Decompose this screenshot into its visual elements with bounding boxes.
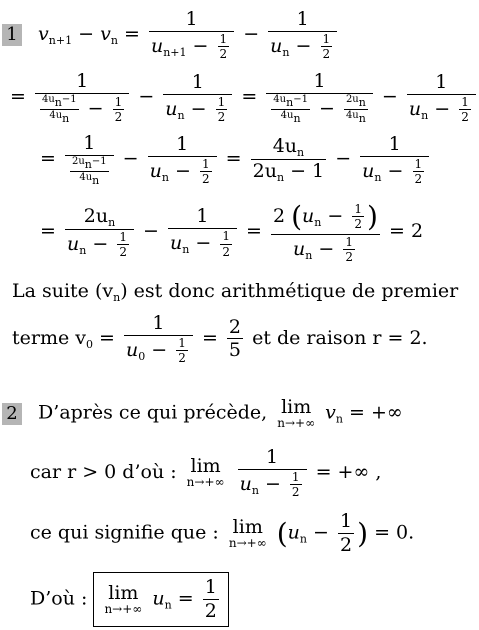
u-sub: n — [421, 108, 429, 122]
u-sub: n — [314, 215, 322, 229]
lim-word: lim — [232, 515, 263, 538]
fraction-numerator — [251, 135, 327, 160]
fraction-numerator: 2 — [228, 315, 242, 338]
lim-word: lim — [108, 581, 139, 604]
fraction-denominator: $u_n$ − $\frac{1}{2}$ — [239, 469, 300, 500]
half-den: 2 — [340, 533, 353, 556]
t: 4u — [49, 109, 63, 121]
nested-fraction — [40, 94, 79, 125]
eq-line-2 — [10, 70, 479, 125]
fraction-denominator: $u_n$ − $\frac{1}{2}$ — [292, 234, 353, 264]
v-symbol: v — [38, 22, 49, 45]
fraction-denominator: $u_{n+1}$ − $\frac{1}{2}$ — [150, 31, 228, 62]
nested-den — [70, 172, 109, 187]
half-num: 1 — [217, 94, 226, 109]
t-sub: n — [358, 111, 366, 125]
equals-sign: = — [40, 147, 56, 170]
fraction-numerator: 1 — [35, 70, 129, 94]
nested-den — [344, 110, 368, 125]
plus-infinity: = +∞ — [349, 401, 403, 424]
nested-num — [344, 94, 368, 110]
equals-zero: = 0. — [374, 521, 415, 544]
left-paren: ( — [276, 516, 288, 550]
t-tail: −1 — [91, 155, 107, 167]
fraction — [266, 70, 373, 125]
u-symbol: u — [362, 159, 375, 182]
plus-infinity: = +∞ , — [315, 460, 382, 483]
fraction-denominator — [251, 160, 327, 184]
fraction-numerator: 1 — [238, 446, 307, 470]
final-answer-box — [93, 572, 228, 627]
t: 4u — [345, 109, 359, 121]
fraction-numerator: 1 — [163, 71, 232, 95]
half-den: 2 — [219, 47, 228, 62]
u-sub: n+1 — [163, 45, 187, 59]
u-symbol: u — [408, 97, 422, 120]
half-den: 2 — [217, 109, 226, 124]
s2-line-2 — [30, 446, 381, 500]
fraction-denominator: $u_n$ − $\frac{1}{2}$ — [149, 156, 210, 186]
half-num: 1 — [414, 156, 423, 171]
u-sub: n — [164, 598, 172, 612]
u-sub: n — [182, 243, 190, 257]
fraction — [251, 135, 327, 184]
v-sub: n — [110, 33, 118, 47]
minus-sign: − — [243, 22, 260, 45]
fraction — [268, 8, 337, 62]
half-den: 2 — [291, 485, 300, 500]
fraction — [271, 200, 380, 264]
fraction-denominator: $u_n$ − $\frac{1}{2}$ — [408, 94, 469, 124]
fraction-numerator: 1 — [65, 132, 114, 156]
nested-num — [271, 94, 310, 110]
half-num: 1 — [114, 94, 123, 109]
limit-operator — [277, 398, 315, 429]
half-den: 2 — [345, 249, 353, 264]
lim-under: n→+∞ — [228, 535, 267, 550]
fraction-numerator: 1 — [149, 8, 234, 32]
t: 2u — [252, 160, 277, 183]
minus-sign: − — [143, 220, 159, 243]
fraction-numerator: 1 — [124, 312, 193, 336]
equals-sign: = — [123, 22, 140, 45]
half-num: 1 — [178, 335, 186, 350]
fraction-numerator: 1 — [266, 70, 373, 94]
fraction-numerator: 1 — [168, 205, 237, 229]
u-symbol: u — [292, 237, 306, 260]
half-num: 1 — [291, 469, 300, 484]
fraction-numerator: 1 — [407, 71, 476, 95]
nested-den — [40, 110, 79, 125]
half-num: 1 — [461, 94, 469, 109]
half-den: 2 — [178, 351, 186, 366]
u-sub: n — [282, 45, 290, 59]
equals-sign: = — [389, 220, 405, 243]
eq-line-4 — [40, 200, 423, 264]
u-sub: 0 — [138, 349, 146, 363]
fraction-denominator — [65, 156, 114, 187]
t: 4u — [272, 134, 298, 157]
half-den: 2 — [461, 109, 469, 124]
u-sub: n — [374, 170, 382, 184]
half-fraction — [321, 32, 333, 62]
equals-sign: = — [201, 326, 218, 349]
t-sub: n — [62, 111, 70, 125]
t-tail: −1 — [293, 93, 308, 105]
nested-fraction — [344, 94, 368, 125]
half-den: 2 — [322, 47, 331, 62]
fraction — [65, 205, 134, 260]
fraction — [148, 133, 217, 187]
half-fraction — [413, 157, 425, 187]
fraction — [124, 312, 193, 366]
terme-text: terme v — [12, 326, 86, 349]
minus-sign: − — [138, 85, 155, 108]
half-fraction — [352, 202, 364, 232]
half-den: 2 — [204, 599, 217, 622]
limit-operator — [104, 581, 143, 616]
half-den: 2 — [414, 171, 423, 186]
u-symbol: u — [126, 338, 139, 361]
s2-line-1 — [2, 398, 403, 429]
conclusion-line-b — [12, 312, 428, 366]
u-sub: n — [305, 248, 313, 262]
half-den: 2 — [114, 109, 123, 124]
fraction — [360, 133, 429, 187]
v-sub: 0 — [86, 337, 93, 351]
equals-sign: = — [225, 147, 242, 170]
half-fraction — [117, 230, 129, 260]
v-sub: n — [113, 291, 121, 304]
nested-num — [70, 156, 109, 172]
section-2-badge: 2 — [2, 403, 22, 425]
t-tail: − 1 — [284, 160, 325, 183]
minus-sign: − — [78, 22, 95, 45]
half-den: 2 — [354, 217, 363, 232]
t-sub: n — [358, 95, 366, 109]
half-den: 2 — [201, 171, 210, 186]
right-paren: ) — [357, 516, 369, 550]
half-fraction — [176, 336, 188, 366]
u-symbol: u — [169, 232, 183, 255]
fraction-numerator: 1 — [148, 133, 217, 157]
t-sub: n — [92, 173, 100, 187]
u-symbol: u — [66, 232, 80, 255]
half-num: 1 — [222, 229, 230, 244]
fraction-denominator: $u_n$ − $\frac{1}{2}$ — [66, 229, 127, 260]
lim-word: lim — [190, 455, 221, 478]
conclusion-text: La suite (v — [12, 280, 114, 302]
half-fraction — [290, 470, 302, 500]
v-symbol: v — [100, 22, 111, 45]
t: 2u — [83, 204, 109, 227]
fraction — [149, 8, 234, 62]
lim-word: lim — [281, 396, 312, 418]
lim-under: n→+∞ — [277, 416, 316, 430]
v-symbol: v — [325, 401, 336, 424]
t-tail: −1 — [61, 93, 77, 105]
fraction-denominator: $\frac{4u_n-1}{4u_n}$ − $\frac{1}{2}$ — [41, 93, 123, 125]
t-sub: n — [276, 171, 285, 185]
t: 4u — [280, 109, 294, 121]
fraction-denominator: $u_n$ − $\frac{1}{2}$ — [165, 94, 226, 124]
half-num: 1 — [219, 31, 228, 46]
half-fraction — [216, 95, 228, 125]
half-fraction — [343, 235, 355, 265]
nested-den — [271, 110, 310, 125]
half-num: 1 — [340, 510, 353, 532]
fraction — [65, 132, 114, 187]
s2-line-3: ce qui signifie que : lim n→+∞ ($u_n$ − $\frac{1}{2}$ ) = 0. — [30, 510, 415, 556]
conclusion-text: ) est donc arithmétique de premier — [120, 280, 459, 302]
s2-line-4 — [30, 572, 229, 627]
half-fraction — [203, 576, 219, 623]
fraction-denominator: $u_n$ − $\frac{1}{2}$ — [362, 156, 423, 186]
fraction-numerator: 1 — [360, 133, 429, 157]
lim-under: n→+∞ — [186, 475, 225, 490]
fraction-numerator: 2 ($u_n$ − $\frac{1}{2}$ ) — [272, 200, 378, 233]
u-sub: n — [177, 108, 185, 122]
half-den: 2 — [119, 245, 127, 260]
t-sub: n — [286, 95, 294, 109]
car-text: car r > 0 d’où : — [30, 460, 177, 483]
fraction — [163, 71, 232, 125]
intro-text: D’après ce qui précède, — [38, 401, 268, 424]
signifie-text: ce qui signifie que : — [30, 521, 219, 544]
fraction — [407, 71, 476, 125]
half-num: 1 — [322, 31, 331, 46]
t-sub: n — [108, 215, 116, 229]
t: 4u — [79, 171, 93, 183]
u-symbol: u — [270, 34, 283, 57]
u-symbol: u — [302, 204, 315, 227]
result-value: 2 — [410, 220, 424, 243]
fraction-denominator: $u_0$ − $\frac{1}{2}$ — [126, 335, 186, 366]
dou-text: D’où : — [30, 587, 88, 610]
equals-sign: = — [99, 326, 115, 349]
equals-sign: = — [241, 85, 258, 108]
right-paren: ) — [367, 200, 378, 233]
u-sub: n — [161, 170, 169, 184]
t-sub: n — [297, 145, 305, 159]
u-sub: n — [299, 532, 308, 546]
u-symbol: u — [149, 159, 162, 182]
t: 4u — [41, 93, 55, 105]
t: 2u — [71, 155, 85, 167]
u-symbol: u — [152, 587, 165, 610]
u-symbol: u — [239, 472, 252, 495]
u-symbol: u — [287, 521, 300, 544]
half-num: 1 — [201, 156, 210, 171]
eq-line-3 — [40, 132, 432, 187]
equals-sign: = — [246, 220, 262, 243]
equals-sign: = — [177, 587, 194, 610]
fraction — [238, 446, 307, 500]
fraction-denominator: $\frac{4u_n-1}{4u_n}$ − $\frac{2u_n}{4u_n}$ — [273, 93, 366, 125]
fraction-denominator: $u_n$ − $\frac{1}{2}$ — [169, 229, 230, 259]
half-fraction — [338, 510, 354, 557]
half-fraction — [459, 95, 471, 125]
nested-fraction — [70, 156, 109, 187]
conclusion-line-a — [12, 280, 458, 304]
nested-num — [40, 94, 79, 110]
t-sub: n — [84, 157, 92, 171]
minus-sign: − — [122, 147, 139, 170]
fraction — [168, 205, 237, 259]
fraction — [227, 316, 243, 363]
fraction-denominator: 5 — [228, 339, 242, 362]
u-sub: n — [251, 483, 259, 497]
half-fraction — [218, 32, 230, 62]
nested-fraction — [271, 94, 310, 125]
equals-sign: = — [10, 85, 26, 108]
minus-sign: − — [381, 85, 398, 108]
half-num: 1 — [345, 234, 353, 249]
half-num: 1 — [119, 229, 127, 244]
fraction-numerator — [65, 205, 134, 230]
equals-sign: = — [40, 220, 56, 243]
limit-operator — [228, 515, 267, 550]
half-num: 1 — [354, 201, 363, 216]
u-symbol: u — [150, 34, 164, 57]
eq-line-1 — [2, 8, 340, 62]
half-fraction — [113, 95, 125, 125]
t: 4u — [273, 93, 287, 105]
fraction — [35, 70, 129, 125]
t-sub: n — [293, 111, 301, 125]
t-sub: n — [54, 95, 62, 109]
v-sub: n — [335, 412, 343, 426]
minus-sign: − — [335, 147, 352, 170]
limit-operator — [187, 457, 225, 488]
u-symbol: u — [165, 97, 178, 120]
half-den: 2 — [222, 244, 230, 259]
raison-text: et de raison r = 2. — [252, 326, 428, 349]
half-fraction — [220, 229, 232, 259]
u-sub: n — [79, 243, 87, 257]
fraction-numerator: 1 — [268, 8, 337, 32]
v-sub: n+1 — [48, 33, 73, 47]
lim-under: n→+∞ — [104, 601, 143, 616]
left-paren: ( — [291, 200, 303, 233]
half-fraction — [200, 157, 212, 187]
half-num: 1 — [204, 576, 217, 598]
section-1-badge: 1 — [2, 24, 22, 46]
t: 2u — [345, 93, 359, 105]
fraction-denominator: $u_n$ − $\frac{1}{2}$ — [270, 31, 331, 62]
